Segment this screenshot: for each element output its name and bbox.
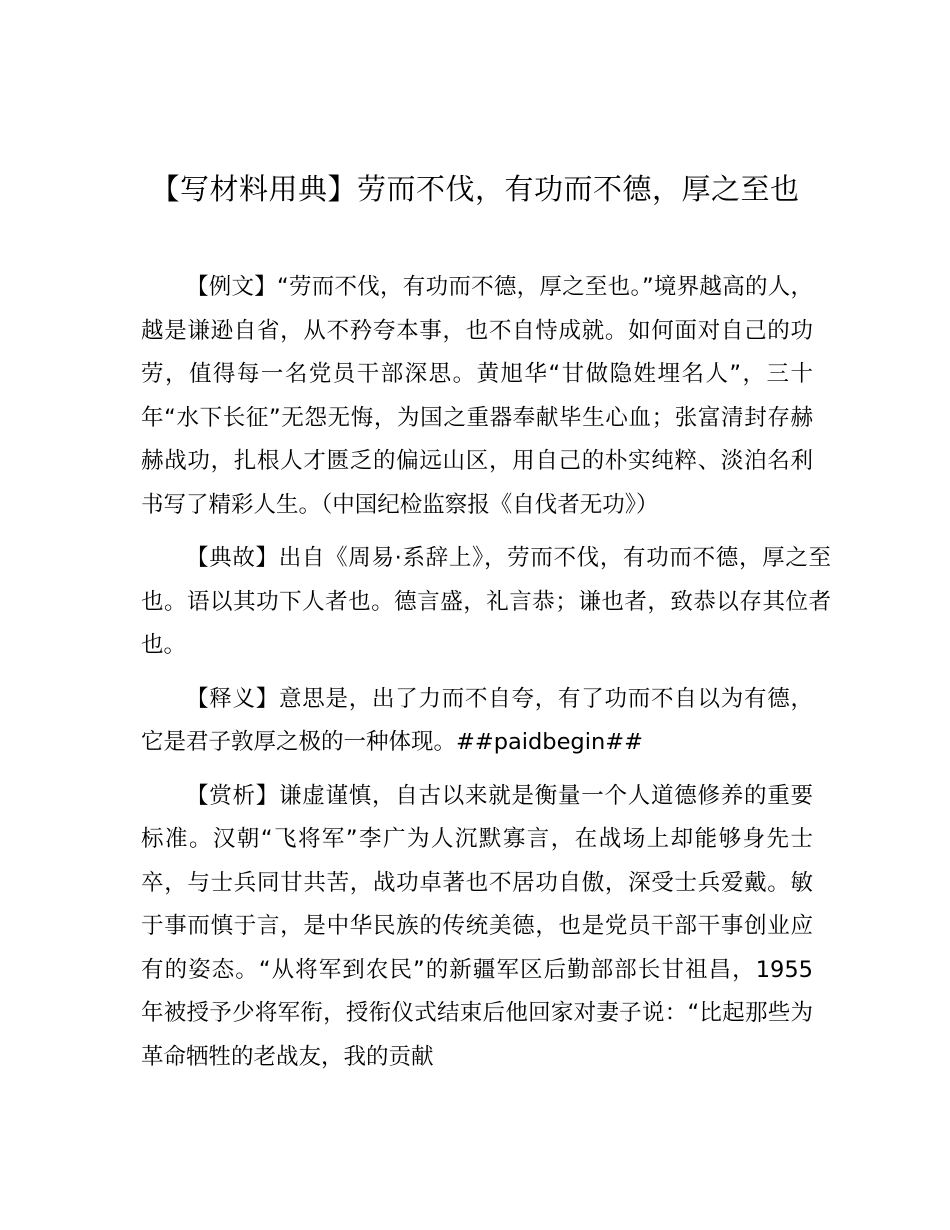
paragraph-meaning: 【释义】意思是，出了力而不自夸，有了功而不自以为有德，它是君子敦厚之极的一种体现。##paidbegin## (141, 685, 813, 755)
document-body (141, 266, 831, 1089)
paragraph-analysis: 【赏析】谦虚谨慎，自古以来就是衡量一个人道德修养的重要标准。汉朝“飞将军”李广为人沉默寡言，在战场上却能够身先士卒，与士兵同甘共苦，战功卓著也不居功自傲，深受士兵爱戴。敏于事而慎于言，是中华民族的传统美德，也是党员干部干事创业应有的姿态。“从将军到农民”的新疆军区后勤部部长甘祖昌，1955 年被授予少将军衔，授衔仪式结束后他回家对妻子说：“比起那些为革命牺牲的老战友，我的贡献 (141, 782, 813, 1070)
document-title: 【写材料用典】劳而不伐，有功而不德，厚之至也 (150, 172, 800, 206)
paragraph-allusion: 【典故】出自《周易·系辞上》，劳而不伐，有功而不德，厚之至也。语以其功下人者也。德言盛，礼言恭；谦也者，致恭以存其位者也。 (141, 545, 831, 658)
paragraph-example: 【例文】“劳而不伐，有功而不德，厚之至也。”境界越高的人，越是谦逊自省，从不矜夸本事，也不自恃成就。如何面对自己的功劳，值得每一名党员干部深思。黄旭华“甘做隐姓埋名人”，三十年“水下长征”无怨无悔，为国之重器奉献毕生心血；张富清封存赫赫战功，扎根人才匮乏的偏远山区，用自己的朴实纯粹、淡泊名利书写了精彩人生。（中国纪检监察报《自伐者无功》） (141, 274, 813, 518)
